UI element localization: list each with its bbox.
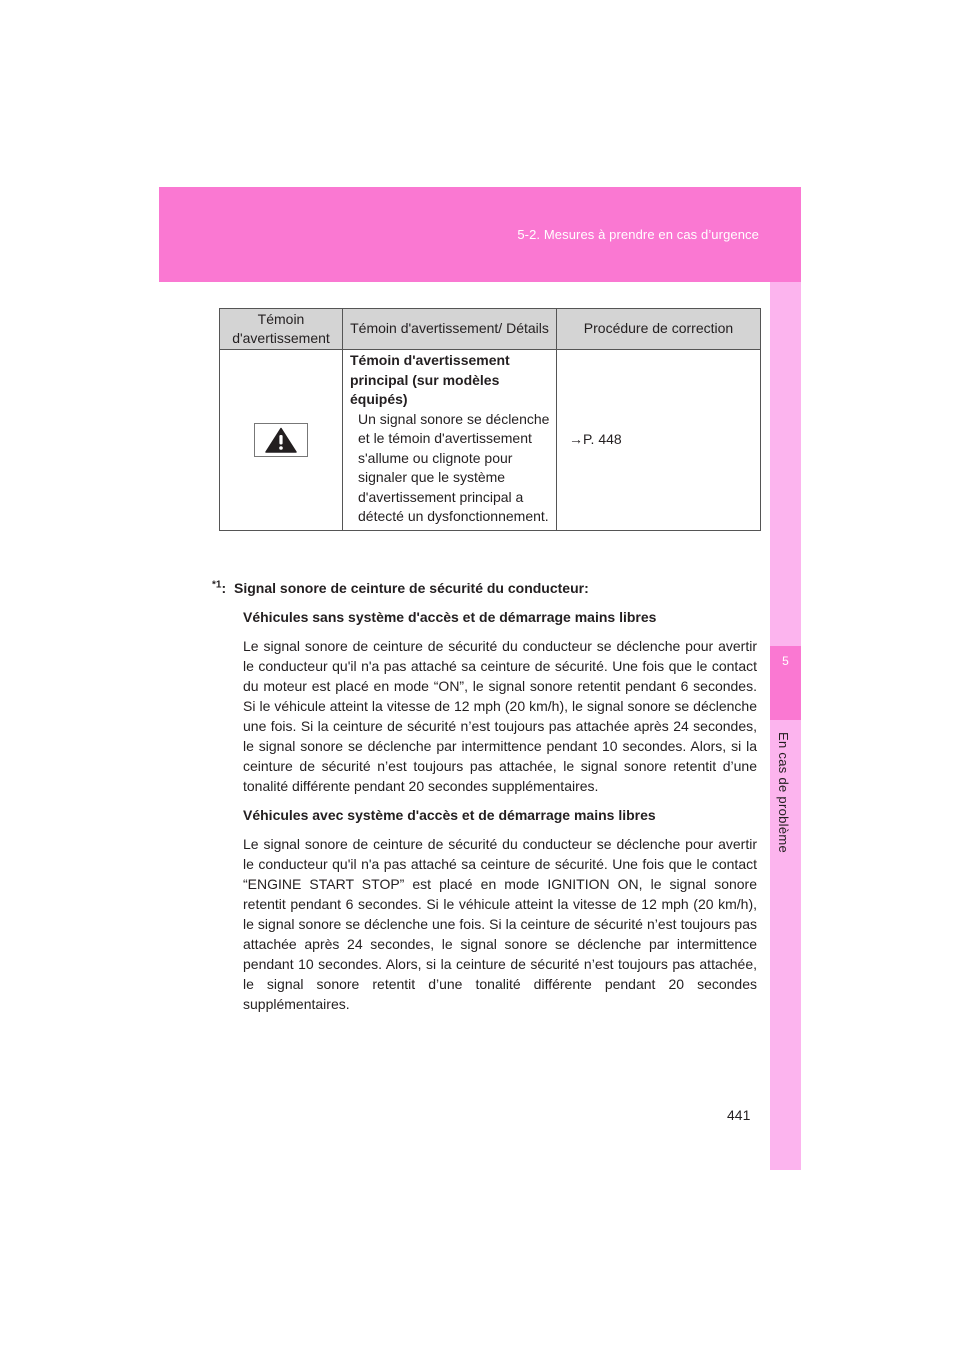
table-row (220, 350, 761, 531)
column-header-details: Témoin d'avertissement/ Détails (343, 309, 557, 350)
procedure-link[interactable]: →P. 448 (569, 431, 622, 447)
table-header-row (220, 309, 761, 350)
chapter-title: En cas de problème (776, 732, 791, 854)
page-number: 441 (727, 1107, 751, 1123)
footnote-title: Signal sonore de ceinture de sécurité du conducteur: (234, 579, 589, 596)
detail-body: Un signal sonore se déclenche et le témoin d'avertissement s'allume ou clignote pour signaler que le système d'avertissement principal a détecté un dysfonctionnement. (358, 410, 550, 524)
footnote-marker: $^{*1}$: (212, 579, 227, 596)
paragraph-with-smart-key: Le signal sonore de ceinture de sécurité du conducteur se déclenche pour avertir le conducteur qu'il n'a pas attaché sa ceinture de sécurité. Une fois que le contact “ENGINE START STOP” est placé en mode IGNITION ON, le signal sonore retentit pendant 6 secondes. Si le véhicule atteint la vitesse de 12 mph (20 km/h), le signal sonore se déclenche une fois. Si la ceinture de sécurité n’est toujours pas attachée après 24 secondes, le signal sonore se déclenche par intermittence pendant 10 secondes. Alors, si la ceinture de sécurité n’est toujours pas attachée, le signal sonore retentit d’une tonalité différente pendant 20 secondes supplémentaires. (243, 835, 757, 1012)
procedure-cell (557, 350, 761, 531)
section-title: 5-2. Mesures à prendre en cas d’urgence (517, 227, 759, 242)
light-icon-cell (220, 350, 343, 531)
subheading-with-smart-key: Véhicules avec système d'accès et de démarrage mains libres (243, 806, 656, 823)
details-cell (343, 350, 557, 531)
warning-light-table (219, 308, 761, 531)
header-band (159, 187, 801, 282)
chapter-number: 5 (782, 654, 789, 668)
column-header-light: Témoin d'avertissement (220, 309, 343, 350)
chapter-sidebar (770, 282, 801, 1170)
paragraph-without-smart-key: Le signal sonore de ceinture de sécurité du conducteur se déclenche pour avertir le conducteur qu'il n'a pas attaché sa ceinture de sécurité. Une fois que le contact du moteur est placé en mode “ON”, le signal sonore retentit pendant 6 secondes. Si le véhicule atteint la vitesse de 12 mph (20 km/h), le signal sonore se déclenche une fois. Si la ceinture de sécurité n’est toujours pas attachée après 24 secondes, le signal sonore se déclenche par intermittence pendant 10 secondes. Alors, si la ceinture de sécurité n’est toujours pas attachée, le signal sonore retentit d’une tonalité différente pendant 20 secondes supplémentaires. (243, 637, 757, 794)
subheading-without-smart-key: Véhicules sans système d'accès et de démarrage mains libres (243, 608, 657, 625)
detail-title: Témoin d'avertissement principal (sur modèles équipés) (350, 352, 510, 407)
chapter-tab[interactable] (770, 646, 801, 720)
master-warning-triangle-icon (254, 423, 308, 457)
footnote (212, 575, 757, 1014)
column-header-procedure: Procédure de correction (557, 309, 761, 350)
